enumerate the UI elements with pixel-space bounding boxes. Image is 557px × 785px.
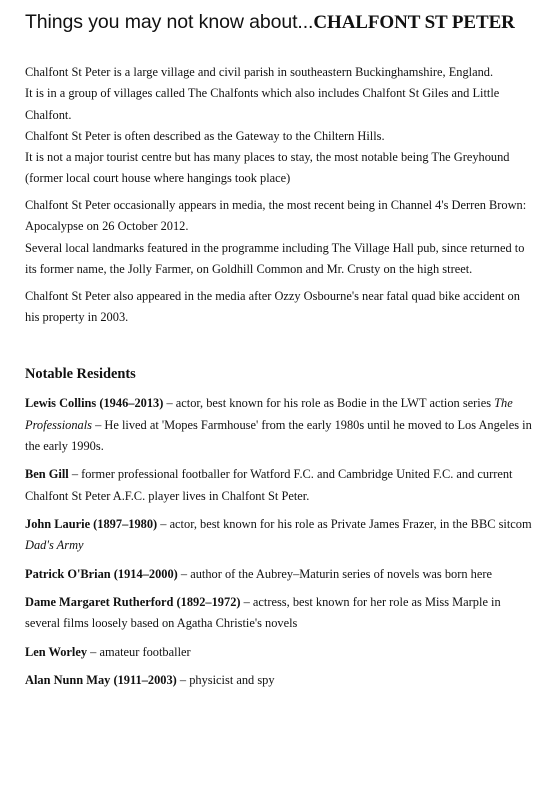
resident-name: Alan Nunn May (1911–2003) — [25, 673, 177, 688]
notable-residents-heading: Notable Residents — [25, 366, 136, 383]
intro-paragraph: It is in a group of villages called The Chalfonts which also includes Chalfont St Giles and Little Chalfont. — [25, 86, 500, 122]
resident-entry — [25, 564, 535, 585]
resident-entry — [25, 670, 535, 691]
article — [25, 0, 535, 699]
resident-entry — [25, 592, 535, 635]
intro-group — [25, 195, 535, 280]
resident-description: – physicist and spy — [176, 673, 275, 688]
resident-description: – actress, best known for her role as Miss Marple in several films loosely based on Agatha Christie's novels — [25, 595, 501, 631]
resident-entry — [25, 464, 535, 507]
resident-description: – actor, best known for his role as Bodie in the LWT action series — [163, 396, 495, 411]
resident-description: – He lived at 'Mopes Farmhouse' from the early 1980s until he moved to Los Angeles in the early 1990s. — [25, 417, 532, 453]
intro-paragraph: Chalfont St Peter occasionally appears in media, the most recent being in Channel 4's Derren Brown: Apocalypse on 26 October 2012. — [25, 198, 527, 234]
intro-group — [25, 286, 535, 329]
intro-paragraph: It is not a major tourist centre but has many places to stay, the most notable being The Greyhound (former local court house where hangings took place) — [25, 150, 510, 186]
residents-list — [25, 393, 535, 691]
resident-name: Patrick O'Brian (1914–2000) — [25, 566, 178, 581]
page-title — [25, 10, 535, 35]
resident-name: Len Worley — [25, 644, 88, 659]
resident-title-italic: The Professionals — [25, 396, 513, 432]
resident-name: Ben Gill — [25, 467, 69, 482]
intro-paragraph: Several local landmarks featured in the programme including The Village Hall pub, since returned to its former name, the Jolly Farmer, on Goldhill Common and Mr. Crusty on the high street. — [25, 240, 525, 277]
resident-description: – former professional footballer for Watford F.C. and Cambridge United F.C. and current Chalfont St Peter A.F.C. player lives in Chalfont St Peter. — [25, 467, 513, 503]
resident-title-italic: Dad's Army — [25, 538, 84, 553]
resident-entry — [25, 642, 535, 663]
intro-paragraph: Chalfont St Peter also appeared in the media after Ozzy Osbourne's near fatal quad bike accident on his property in 2003. — [25, 288, 520, 325]
resident-name: Dame Margaret Rutherford (1892–1972) — [25, 595, 241, 610]
resident-entry — [25, 393, 535, 457]
title-place: CHALFONT ST PETER — [313, 12, 515, 33]
resident-description: – amateur footballer — [87, 644, 191, 659]
intro-section — [25, 62, 535, 328]
resident-description: – author of the Aubrey–Maturin series of novels was born here — [177, 566, 492, 581]
title-prefix: Things you may not know about... — [25, 11, 314, 33]
intro-group — [25, 62, 535, 190]
resident-entry — [25, 514, 535, 557]
intro-paragraph: Chalfont St Peter is often described as the Gateway to the Chiltern Hills. — [25, 128, 385, 143]
intro-paragraph: Chalfont St Peter is a large village and civil parish in southeastern Buckinghamshire, England. — [25, 65, 494, 79]
resident-description: – actor, best known for his role as Private James Frazer, in the BBC sitcom — [157, 517, 532, 532]
resident-name: Lewis Collins (1946–2013) — [25, 396, 164, 411]
resident-name: John Laurie (1897–1980) — [25, 517, 158, 532]
